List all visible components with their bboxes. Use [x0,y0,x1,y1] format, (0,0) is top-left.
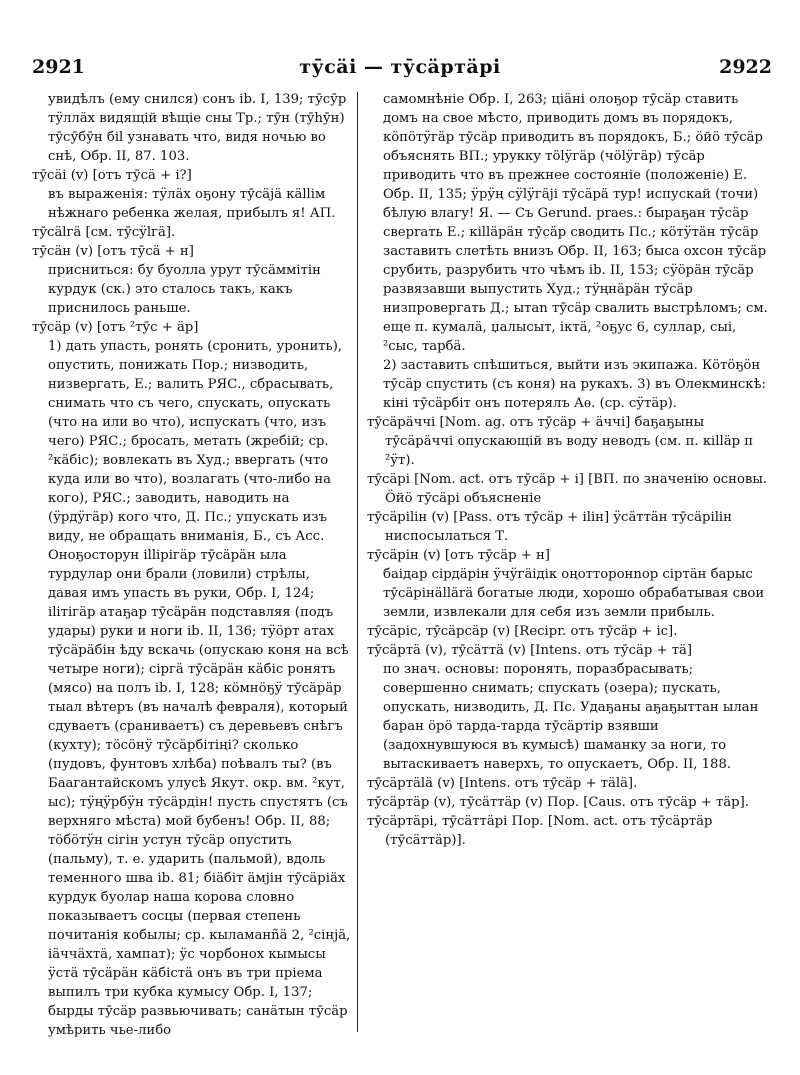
right-column [367,90,769,850]
dictionary-paragraph: 2) заставить спѣшиться, выйти изъ экипажа. Кӧтӧҕӧн тӯсäр спустить (съ коня) на рукахъ. 3) въ Олекминскѣ: кіні тӯсäрбіт онъ потерялъ Аѳ. (ср. сӱтäр). [383,358,766,411]
dictionary-paragraph: баідар сірдäрін ӱчӱгäідік оңотторонnор сіртäн барыс тӯсäрінällärä богатые люди, хорошо обрабатывая свои земли, извлекали для себя изъ земли прибыль. [383,567,765,620]
page-header [0,0,800,90]
dictionary-paragraph: тӯсäртäр (v), тӯсäттäр (v) Пор. [Caus. отъ тӯсäр + тäр]. [367,795,749,810]
dictionary-paragraph: тӯсäріlін (v) [Pass. отъ тӯсäр + іlін] ӱсäттäн тӯсäріlін ниспосылаться Т. [367,510,732,544]
column-divider [357,92,358,1032]
dictionary-paragraph: тӯсäртälä (v) [Intens. отъ тӯсäр + тälä]. [367,776,638,791]
dictionary-paragraph: въ выраженія: тӱлäх оҕону тӯсäјä кällім нѣжнаго ребенка желая, прибылъ я! АП. [48,187,336,221]
dictionary-paragraph: 1) дать упасть, ронять (сронить, уронить), опустить, понижать Пор.; низводить, низвергать, Е.; валить РЯС., сбрасывать, снимать что съ чего, спускать, опускать (что на или во что), испускать (что, изъ чего) РЯС.; бросать, метать (жребій; ср. ²кäбіс); вовлекать въ Худ.; ввергать (что куда или во что), возлагать (что-либо на кого), РЯС.; заводить, наводить на (ӱрдӱгäр) кого что, Д. Пс.; упускать изъ виду, не обращать вниманія, Б., съ Асс. Оноҕосторун іllірігäр тӯсäрäн ыла турдулар они брали (ловили) стрѣлы, давая имъ упасть въ руки, Обр. I, 124; іlітігäр атаҕар тӯсäрäн подставляя (подъ удары) руки и ноги ib. II, 136; тӱӧрт атах тӯсäрäбін ѣду вскачь (опускаю коня на всѣ четыре ноги); сіргä тӯсäрäн кäбіс ронять (мясо) на полъ ib. I, 128; кӧмнӧҕӱ тӯсäрäр тыал вѣтеръ (въ началѣ февраля), который сдуваетъ (сраниваетъ) съ деревьевъ снѣгъ (кухту); тӧсӧнӱ тӯсäрбітіңі? сколько (пудовъ, фунтовъ хлѣба) поѣвалъ ты? (въ Баагантайскомъ улусѣ Якут. окр. вм. ²кут, ыс); тӱңӱрбӱн тӯсäрдін! пусть спустятъ (съ верхняго мѣста) мой бубенъ! Обр. II, 88; тӧбӧтӱн сігін устун тӯсäр опустить (пальму), т. е. ударить (пальмой), вдоль теменного шва ib. 81; біäбіт äмјін тӯсäріäх курдук буолар наша корова словно показываетъ сосцы (первая степень почитанія кобылы; ср. кыламанñä 2, ²сінјä, іäччäхтä, хампат); ӱс чорбонох кымысы ӱстä тӯсäрäн кäбістä онъ въ три пріема выпилъ три кубка кумысу Обр. I, 137; бырды тӯсäр развьючивать; санäтын тӯсäр умѣрить чье-либо [48,339,351,1038]
left-column [32,90,352,1040]
dictionary-paragraph: тӯсäртäрі, тӯсäттäрі Пор. [Nom. act. отъ тӯсäртäр (тӯсäттäр)]. [367,814,713,848]
page-number-left: 2921 [32,56,85,78]
dictionary-paragraph: самомнѣніе Обр. I, 263; ціäні олоҕор тӯсäр ставить домъ на свое мѣсто, приводить домъ въ порядокъ, кӧпӧтӱгäр тӯсäр приводить въ порядокъ, Б.; ӧйӧ тӯсäр объяснять ВП.; урукку тӧlӱгäр (чӧlӱгäр) тӯсäр приводить что въ прежнее состояніе (положеніе) Е. Обр. II, 135; ӱрӱң сӱlӱгäјі тӯсäрä тур! испускай (точи) бѣлую влагу! Я. — Съ Gerund. praes.: быраҕан тӯсäр сверrать Е.; кіlläрäн тӯсäр сводить Пс.; кӧтӱтäн тӯсäр заставить слетѣть внизъ Обр. II, 163; быса охсон тӯсäр срубить, разрубить что чѣмъ ib. II, 153; сӱӧрäн тӯсäр развязавши выпустить Худ.; тӱңнäрäн тӯсäр низпровергать Д.; ытаn тӯсäр свалить выстрѣломъ; см. еще п. кумалä, џалысыт, іктä, ²оҕус 6, суллар, сыі, ²сыс, тарбä. [383,92,768,354]
dictionary-paragraph: тӯсäрі [Nom. act. отъ тӯсäр + і] [ВП. по значенію основы. Ӧйӧ тӯсäрі объясненіе [367,472,768,506]
dictionary-paragraph: тӯсäрäччі [Nom. ag. отъ тӯсäр + äччі] баҕаҕыны тӯсäрäччі опускающій въ воду неводъ (см. п. кіlläр п ²ӱт). [367,415,754,468]
dictionary-paragraph: тӯсäн (v) [отъ тӯсä + н] [32,244,194,259]
dictionary-paragraph: по знач. основы: поронять, поразбрасывать; совершенно снимать; спускать (озера); пускать, опускать, низводить, Д. Пс. Удаҕаны аҕаҕыттан ылан баран ӧрӧ тарда-тарда тӯсäртір взявши (задохнувшуюся въ кумысѣ) шаманку за ноги, то вытаскиваетъ наверхъ, то опускаетъ, Обр. II, 188. [383,662,759,772]
dictionary-paragraph: тӯсäрін (v) [отъ тӯсäр + н] [367,548,550,563]
running-title: тӯсäі — тӯсäртäрі [299,56,501,78]
dictionary-paragraph: присниться: бу буолла урут тӯсäммітін курдук (ск.) это сталось такъ, какъ приснилось раньше. [48,263,321,316]
dictionary-paragraph: тӯсäр (v) [отъ ²тӯс + äр] [32,320,199,335]
dictionary-paragraph: тӯсälгä [см. тӯсӱlгä]. [32,225,176,240]
dictionary-paragraph: тӯсäріс, тӯсäрсäр (v) [Recipr. отъ тӯсäр + іс]. [367,624,678,639]
dictionary-paragraph: увидѣлъ (ему снился) сонъ ib. I, 139; тӯсӯр тӱллäх видящій вѣщіе сны Тр.; тӯн (тӯһӯн) тӯсӯбӯн біl узнавать что, видя ночью во снѣ, Обр. II, 87. 103. [48,92,347,164]
dictionary-paragraph: тӯсäртä (v), тӯсäттä (v) [Intens. отъ тӯсäр + тä] [367,643,692,658]
page-number-right: 2922 [719,56,772,78]
dictionary-paragraph: тӯсäі (v) [отъ тӯсä + і?] [32,168,192,183]
